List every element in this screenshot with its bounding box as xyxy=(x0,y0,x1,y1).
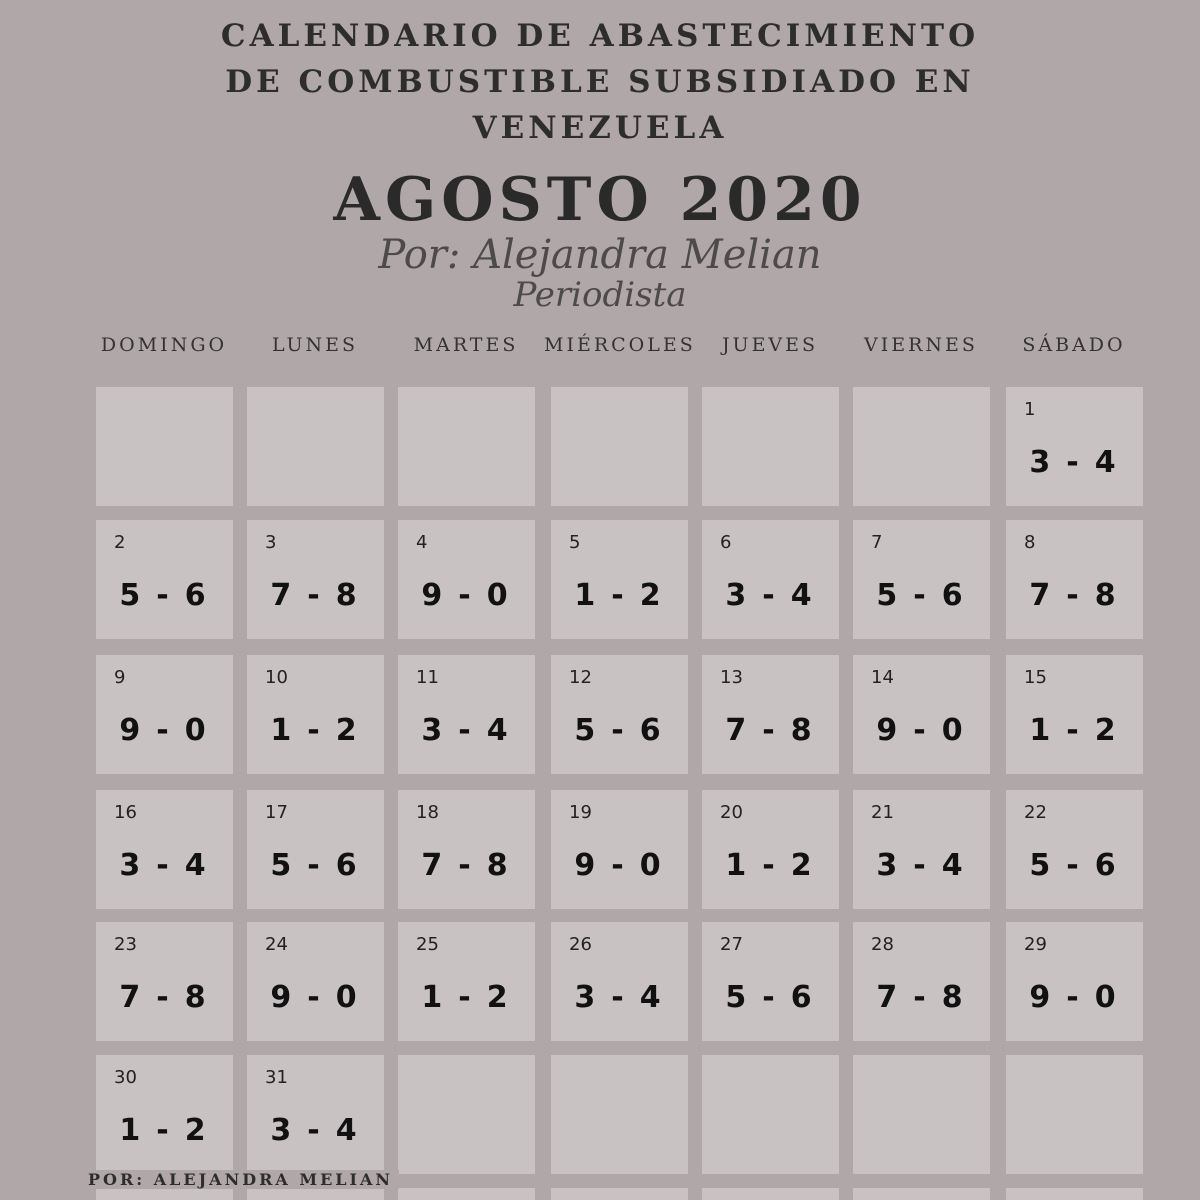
dash-separator: - xyxy=(458,578,475,613)
plate-digit-second: 4 xyxy=(1094,445,1120,480)
calendar-empty-cell xyxy=(702,1055,839,1174)
calendar-day-cell xyxy=(1006,655,1143,774)
calendar-day-cell xyxy=(398,655,535,774)
dash-separator: - xyxy=(913,980,930,1015)
dash-separator: - xyxy=(1066,578,1083,613)
calendar-day-cell xyxy=(551,655,688,774)
plate-digit-first: 3 xyxy=(421,713,447,748)
calendar-empty-cell xyxy=(551,1055,688,1174)
plate-digit-first: 1 xyxy=(421,980,447,1015)
day-number: 18 xyxy=(416,802,439,823)
plate-digit-second: 8 xyxy=(184,980,210,1015)
day-number: 10 xyxy=(265,667,288,688)
calendar-day-cell xyxy=(247,1055,384,1174)
plate-digit-second: 6 xyxy=(1094,848,1120,883)
plate-digits xyxy=(1006,980,1143,1015)
calendar-day-cell xyxy=(247,922,384,1041)
plate-digit-second: 2 xyxy=(184,1113,210,1148)
plate-digit-first: 3 xyxy=(725,578,751,613)
day-number: 12 xyxy=(569,667,592,688)
plate-digit-second: 8 xyxy=(335,578,361,613)
day-number: 8 xyxy=(1024,532,1036,553)
calendar-empty-cell xyxy=(247,1188,384,1200)
calendar-empty-cell xyxy=(551,1188,688,1200)
plate-digit-second: 8 xyxy=(486,848,512,883)
plate-digit-first: 3 xyxy=(270,1113,296,1148)
plate-digit-first: 9 xyxy=(876,713,902,748)
calendar-day-cell xyxy=(96,922,233,1041)
dash-separator: - xyxy=(1066,980,1083,1015)
plate-digits xyxy=(702,713,839,748)
title-line-2: DE COMBUSTIBLE SUBSIDIADO EN xyxy=(225,64,975,100)
dash-separator: - xyxy=(307,713,324,748)
day-number: 27 xyxy=(720,934,743,955)
plate-digit-first: 3 xyxy=(574,980,600,1015)
day-number: 3 xyxy=(265,532,277,553)
plate-digit-second: 2 xyxy=(639,578,665,613)
dash-separator: - xyxy=(913,848,930,883)
calendar-day-cell xyxy=(702,790,839,909)
plate-digit-second: 2 xyxy=(335,713,361,748)
day-number: 22 xyxy=(1024,802,1047,823)
calendar-day-cell xyxy=(96,1055,233,1174)
plate-digit-second: 6 xyxy=(184,578,210,613)
weekday-header: JUEVES xyxy=(721,334,819,356)
plate-digits xyxy=(702,980,839,1015)
calendar-day-cell xyxy=(398,520,535,639)
dash-separator: - xyxy=(307,1113,324,1148)
dash-separator: - xyxy=(156,848,173,883)
dash-separator: - xyxy=(1066,713,1083,748)
plate-digit-second: 4 xyxy=(486,713,512,748)
plate-digits xyxy=(96,713,233,748)
plate-digits xyxy=(1006,578,1143,613)
dash-separator: - xyxy=(611,578,628,613)
plate-digit-second: 2 xyxy=(790,848,816,883)
plate-digit-second: 6 xyxy=(790,980,816,1015)
day-number: 6 xyxy=(720,532,732,553)
dash-separator: - xyxy=(156,713,173,748)
calendar-day-cell xyxy=(702,520,839,639)
weekday-header: MARTES xyxy=(413,334,519,356)
plate-digit-second: 6 xyxy=(639,713,665,748)
plate-digit-first: 9 xyxy=(421,578,447,613)
day-number: 4 xyxy=(416,532,428,553)
calendar-day-cell xyxy=(1006,520,1143,639)
dash-separator: - xyxy=(762,980,779,1015)
plate-digits xyxy=(702,848,839,883)
plate-digits xyxy=(398,713,535,748)
plate-digit-second: 0 xyxy=(941,713,967,748)
day-number: 28 xyxy=(871,934,894,955)
calendar-day-cell xyxy=(96,520,233,639)
day-number: 9 xyxy=(114,667,126,688)
dash-separator: - xyxy=(611,713,628,748)
plate-digits xyxy=(853,848,990,883)
calendar-day-cell xyxy=(96,655,233,774)
dash-separator: - xyxy=(913,713,930,748)
footer-credit: POR: ALEJANDRA MELIAN xyxy=(88,1170,399,1189)
weekday-header: VIERNES xyxy=(864,334,978,356)
plate-digit-first: 1 xyxy=(725,848,751,883)
plate-digit-second: 0 xyxy=(639,848,665,883)
calendar-empty-cell xyxy=(1006,1188,1143,1200)
dash-separator: - xyxy=(611,980,628,1015)
plate-digit-first: 9 xyxy=(1029,980,1055,1015)
plate-digit-second: 6 xyxy=(941,578,967,613)
plate-digits xyxy=(1006,713,1143,748)
plate-digit-second: 4 xyxy=(639,980,665,1015)
plate-digit-first: 3 xyxy=(119,848,145,883)
plate-digits xyxy=(247,713,384,748)
calendar-day-cell xyxy=(551,790,688,909)
calendar-day-cell xyxy=(853,655,990,774)
dash-separator: - xyxy=(156,1113,173,1148)
plate-digit-first: 7 xyxy=(725,713,751,748)
day-number: 15 xyxy=(1024,667,1047,688)
calendar-empty-cell xyxy=(398,1188,535,1200)
day-number: 31 xyxy=(265,1067,288,1088)
plate-digits xyxy=(551,578,688,613)
plate-digit-second: 8 xyxy=(941,980,967,1015)
calendar-day-cell xyxy=(551,922,688,1041)
plate-digits xyxy=(247,578,384,613)
plate-digit-first: 1 xyxy=(270,713,296,748)
day-number: 24 xyxy=(265,934,288,955)
dash-separator: - xyxy=(458,848,475,883)
day-number: 7 xyxy=(871,532,883,553)
day-number: 20 xyxy=(720,802,743,823)
plate-digit-first: 5 xyxy=(725,980,751,1015)
calendar-empty-cell xyxy=(96,1188,233,1200)
plate-digit-first: 7 xyxy=(421,848,447,883)
plate-digit-first: 7 xyxy=(270,578,296,613)
title-line-1: CALENDARIO DE ABASTECIMIENTO xyxy=(220,18,980,54)
plate-digit-first: 3 xyxy=(876,848,902,883)
plate-digit-first: 7 xyxy=(1029,578,1055,613)
day-number: 29 xyxy=(1024,934,1047,955)
dash-separator: - xyxy=(156,980,173,1015)
calendar-empty-cell xyxy=(551,387,688,506)
day-number: 23 xyxy=(114,934,137,955)
calendar-day-cell xyxy=(853,520,990,639)
plate-digit-first: 7 xyxy=(876,980,902,1015)
plate-digit-second: 2 xyxy=(1094,713,1120,748)
calendar-day-cell xyxy=(398,790,535,909)
calendar-day-cell xyxy=(853,922,990,1041)
plate-digit-second: 0 xyxy=(335,980,361,1015)
day-number: 16 xyxy=(114,802,137,823)
plate-digits xyxy=(1006,445,1143,480)
plate-digits xyxy=(1006,848,1143,883)
plate-digit-second: 4 xyxy=(184,848,210,883)
byline-role: Periodista xyxy=(513,275,687,315)
weekday-header: SÁBADO xyxy=(1022,334,1126,356)
month-title: AGOSTO 2020 xyxy=(333,165,867,235)
title-line-3: VENEZUELA xyxy=(472,110,728,146)
dash-separator: - xyxy=(458,713,475,748)
calendar-empty-cell xyxy=(398,1055,535,1174)
day-number: 17 xyxy=(265,802,288,823)
plate-digit-first: 9 xyxy=(574,848,600,883)
byline: Por: Alejandra Melian xyxy=(378,232,822,278)
plate-digits xyxy=(247,980,384,1015)
calendar-empty-cell xyxy=(853,387,990,506)
calendar-day-cell xyxy=(96,790,233,909)
plate-digits xyxy=(96,848,233,883)
dash-separator: - xyxy=(1066,848,1083,883)
plate-digit-second: 0 xyxy=(1094,980,1120,1015)
day-number: 25 xyxy=(416,934,439,955)
calendar-day-cell xyxy=(1006,387,1143,506)
day-number: 5 xyxy=(569,532,581,553)
plate-digit-first: 5 xyxy=(1029,848,1055,883)
calendar-empty-cell xyxy=(853,1188,990,1200)
plate-digits xyxy=(398,848,535,883)
day-number: 13 xyxy=(720,667,743,688)
plate-digit-first: 5 xyxy=(119,578,145,613)
plate-digit-second: 4 xyxy=(941,848,967,883)
day-number: 14 xyxy=(871,667,894,688)
plate-digit-second: 2 xyxy=(486,980,512,1015)
plate-digits xyxy=(551,848,688,883)
plate-digits xyxy=(247,848,384,883)
weekday-header: LUNES xyxy=(271,334,359,356)
calendar-day-cell xyxy=(1006,922,1143,1041)
calendar-empty-cell xyxy=(702,1188,839,1200)
dash-separator: - xyxy=(458,980,475,1015)
plate-digits xyxy=(398,980,535,1015)
plate-digit-second: 6 xyxy=(335,848,361,883)
plate-digits xyxy=(247,1113,384,1148)
plate-digit-second: 8 xyxy=(1094,578,1120,613)
plate-digit-second: 4 xyxy=(790,578,816,613)
calendar-day-cell xyxy=(1006,790,1143,909)
plate-digit-first: 5 xyxy=(876,578,902,613)
day-number: 26 xyxy=(569,934,592,955)
weekday-header: DOMINGO xyxy=(100,334,228,356)
calendar-day-cell xyxy=(702,655,839,774)
plate-digit-first: 1 xyxy=(119,1113,145,1148)
plate-digits xyxy=(96,578,233,613)
calendar-day-cell xyxy=(247,520,384,639)
dash-separator: - xyxy=(307,980,324,1015)
dash-separator: - xyxy=(913,578,930,613)
weekday-header: MIÉRCOLES xyxy=(544,334,696,356)
plate-digit-second: 4 xyxy=(335,1113,361,1148)
dash-separator: - xyxy=(307,578,324,613)
plate-digit-first: 7 xyxy=(119,980,145,1015)
plate-digit-first: 3 xyxy=(1029,445,1055,480)
calendar-empty-cell xyxy=(1006,1055,1143,1174)
plate-digits xyxy=(96,1113,233,1148)
day-number: 30 xyxy=(114,1067,137,1088)
day-number: 2 xyxy=(114,532,126,553)
plate-digit-first: 5 xyxy=(270,848,296,883)
plate-digits xyxy=(853,980,990,1015)
plate-digits xyxy=(551,980,688,1015)
day-number: 19 xyxy=(569,802,592,823)
plate-digit-second: 0 xyxy=(184,713,210,748)
day-number: 1 xyxy=(1024,399,1036,420)
plate-digit-first: 9 xyxy=(119,713,145,748)
plate-digit-first: 9 xyxy=(270,980,296,1015)
plate-digit-second: 8 xyxy=(790,713,816,748)
dash-separator: - xyxy=(611,848,628,883)
calendar-day-cell xyxy=(702,922,839,1041)
plate-digit-first: 1 xyxy=(1029,713,1055,748)
plate-digits xyxy=(398,578,535,613)
calendar-day-cell xyxy=(551,520,688,639)
day-number: 21 xyxy=(871,802,894,823)
calendar-empty-cell xyxy=(702,387,839,506)
plate-digits xyxy=(551,713,688,748)
calendar-day-cell xyxy=(853,790,990,909)
calendar-empty-cell xyxy=(96,387,233,506)
calendar-empty-cell xyxy=(247,387,384,506)
dash-separator: - xyxy=(762,848,779,883)
plate-digits xyxy=(853,713,990,748)
dash-separator: - xyxy=(1066,445,1083,480)
plate-digits xyxy=(702,578,839,613)
calendar-empty-cell xyxy=(853,1055,990,1174)
calendar-day-cell xyxy=(247,790,384,909)
plate-digit-first: 1 xyxy=(574,578,600,613)
plate-digit-first: 5 xyxy=(574,713,600,748)
dash-separator: - xyxy=(762,713,779,748)
plate-digits xyxy=(96,980,233,1015)
day-number: 11 xyxy=(416,667,439,688)
dash-separator: - xyxy=(307,848,324,883)
calendar-empty-cell xyxy=(398,387,535,506)
calendar-day-cell xyxy=(398,922,535,1041)
dash-separator: - xyxy=(156,578,173,613)
dash-separator: - xyxy=(762,578,779,613)
plate-digits xyxy=(853,578,990,613)
plate-digit-second: 0 xyxy=(486,578,512,613)
calendar-day-cell xyxy=(247,655,384,774)
